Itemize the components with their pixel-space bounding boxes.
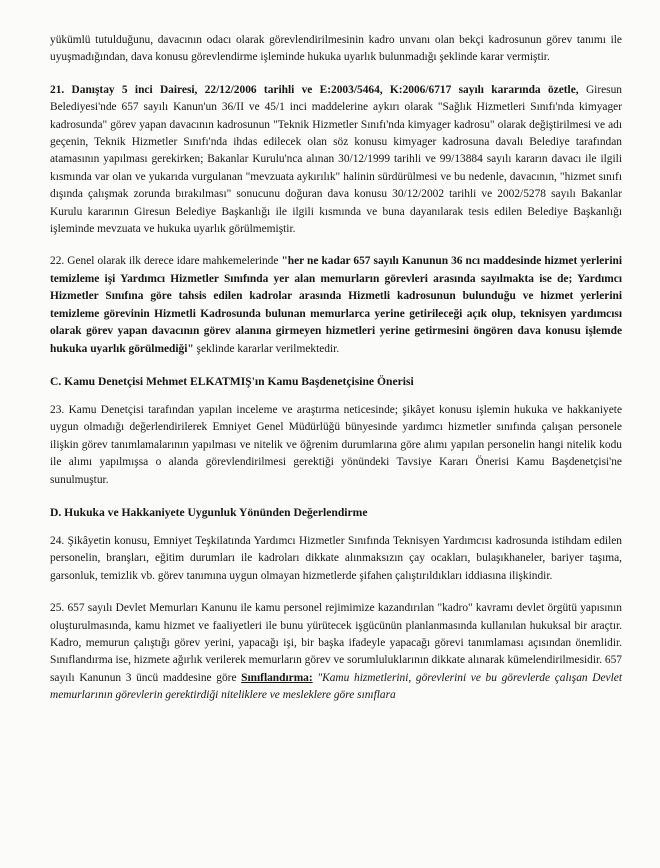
paragraph-25-definition: "Kamu hizmetlerini, görevlerini ve bu görevlerde çalışan Devlet memurlarının görevlerin gerektirdiği niteliklere ve mesleklere göre sınıflara [50, 671, 622, 702]
paragraph-25-body: 25. 657 sayılı Devlet Memurları Kanunu ile kamu personel rejimimize kazandırılan "kadro" kavramı devlet örgütü yapısının oluşturulmasında, kamu hizmet ve faaliyetleri ile bunu yürütecek işgücünün planlanmasında kullanılan hukuksal bir araçtır. Kadro, memurun çalıştığı görev yerini, yapacağı işi, bir başka ifadeyle yapacağı görevi tanımlaması açısından önemlidir. Sınıflandırma ise, hizmete ağırlık verilerek memurların görev ve sorumluluklarının dikkate alınarak kümelendirilmesidir. 657 sayılı Kanunun 3 üncü maddesine göre [50, 602, 622, 684]
paragraph-22-quote: "her ne kadar 657 sayılı Kanunun 36 ncı maddesinde hizmet yerlerini temizleme işi Yardımcı Hizmetler Sınıfında yer alan memurların görevleri arasında sayılmakta ise de; Yardımcı Hizmetler Sınıfına göre tahsis edilen kadrolar arasında Hizmetli kadrosunun bulunduğu ve hizmet yerlerini temizleme görevinin Hizmetli Kadrosunda bulunan memurlarca yerine getirileceği açık olup, teknisyen yardımcısı olarak görev yapan davacının görev alanına girmeyen hizmetleri yerine getirmesini öngören dava konusu işlemde hukuka uyarlık görülmediği" [50, 255, 623, 355]
paragraph-23: 23. Kamu Denetçisi tarafından yapılan inceleme ve araştırma neticesinde; şikâyet konusu işlemin hukuka ve hakkaniyete uygun olmadığı değerlendirilerek Emniyet Genel Müdürlüğü bünyesinde yardımcı hizmetler sınıfında çalışan personele ilişkin görev tanımlamalarının yapılması ve nitelik ve öğrenim durumlarına göre alımı yapılan personelin hangi nitelik kodu ile alımı yapılmışsa o alanda görevlendirilmesi gerektiği yönündeki Tavsiye Kararı Önerisi Kamu Başdenetçisi'ne sunulmuştur. [50, 403, 622, 486]
section-heading-d: D. Hukuka ve Hakkaniyete Uygunluk Yönünden Değerlendirme [50, 505, 368, 519]
paragraph-21-body: Giresun Belediyesi'nde 657 sayılı Kanun'un 36/II ve 45/1 inci maddelerine aykırı olarak "Sağlık Hizmetleri Sınıfı'nda kimyager kadrosunda" görev yapan davacının kadrosunun "Teknik Hizmetler Sınıfı'nda kimyager kadrosu" olarak değiştirilmesi ve adı geçenin, Teknik Hizmetler Sınıfı'nda ihdas edilecek olan söz konusu kimyager kadrosuna davalı Belediye tarafından atamasının yapılması gerekirken; Bakanlar Kurulu'nca alınan 30/12/1999 tarihli ve 99/13884 sayılı kararın davacı ile ilgili kısmında var olan ve yukarıda vurgulanan "mevzuata aykırılık" halinin sürdürülmesi ve bu nedenle, davacının, "hizmet sınıfı dışında çalışmak zorunda bırakılması" sonucunu doğuran dava konusu 30/12/2002 tarihli ve 2002/5278 sayılı Bakanlar Kurulu kararının Giresun Belediye Başkanlığı ile ilgili kısmında ve buna dayanılarak tesis edilen Belediye Başkanlığı işleminde mevzuata ve hukuka uyarlık görülmemiştir. [50, 83, 623, 236]
paragraph-21-lead: 21. Danıştay 5 inci Dairesi, 22/12/2006 tarihli ve E:2003/5464, K:2006/6717 sayılı kararında özetle, [50, 83, 579, 96]
paragraph-25-definition-label: Sınıflandırma: [241, 671, 313, 684]
section-heading-c: C. Kamu Denetçisi Mehmet ELKATMIŞ'ın Kamu Başdenetçisine Önerisi [50, 374, 414, 388]
paragraph-21 [50, 82, 622, 239]
paragraph-24: 24. Şikâyetin konusu, Emniyet Teşkilatında Yardımcı Hizmetler Sınıfında Teknisyen Yardımcısı kadrosunda istihdam edilen personelin, branşları, eğitim durumları ile kadroları dikkate alınmaksızın çay ocakları, bulaşıkhaneler, bariyer taşıma, garsonluk, temizlik vb. görev tanımına uygun olmayan hizmetlerde şifahen çalıştırıldıkları iddiasına ilişkindir. [50, 534, 622, 582]
paragraph-22-end: şeklinde kararlar verilmektedir. [193, 342, 340, 355]
paragraph-22 [50, 253, 622, 357]
paragraph-22-start: 22. Genel olarak ilk derece idare mahkemelerinde [50, 255, 282, 268]
paragraph-20-continuation: yükümlü tutulduğunu, davacının odacı olarak görevlendirilmesinin kadro unvanı olan bekçi kadrosunun görev tanımı ile uyuşmadığından, dava konusu görevlendirme işleminde hukuka uyarlık bulunmadığı şeklinde karar vermiştir. [50, 34, 622, 64]
paragraph-25 [50, 600, 622, 704]
